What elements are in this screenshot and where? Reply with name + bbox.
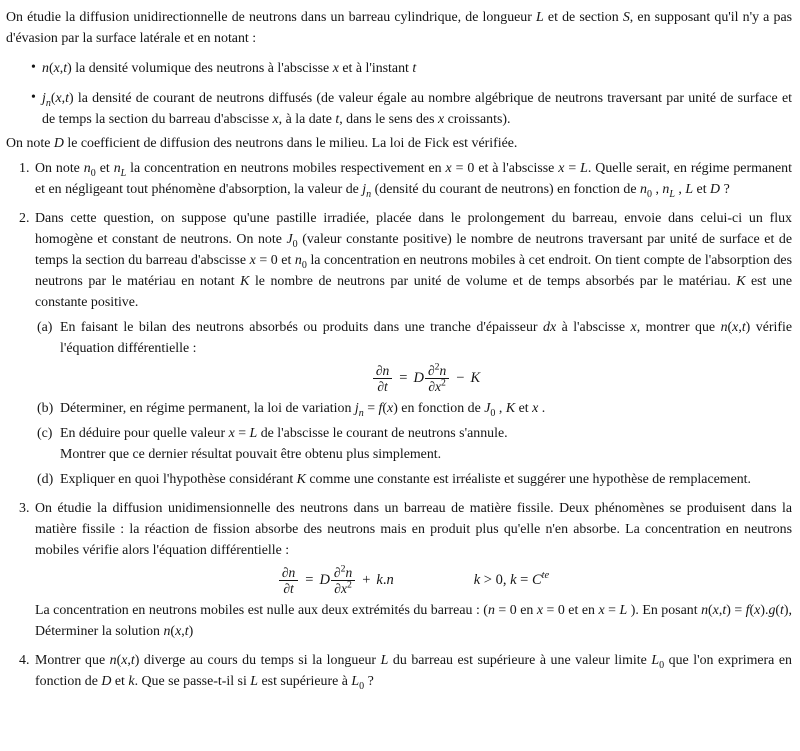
bullet-item-current-density [6, 88, 792, 130]
fick-law-paragraph: On note D le coefficient de diffusion des neutrons dans le milieu. La loi de Fick est vérifiée. [6, 136, 518, 151]
subquestion-d-text: Expliquer en quoi l'hypothèse considérant K comme une constante est irréaliste et suggérer une hypothèse de remplacement. [60, 472, 752, 487]
question-1-number: 1. [19, 161, 30, 176]
bullet-text-current-density: $j_n(x,t)$ la densité de courant de neutrons diffusés (de valeur égale au nombre algébrique de neutrons traversant par unité de surface et de temps la section du barreau d'abscisse x, à la date t, dans le sens des x croissants). [42, 91, 792, 127]
subquestion-b-label: (b) [37, 401, 54, 416]
question-4-number: 4. [19, 653, 30, 668]
question-3-body [35, 498, 792, 642]
question-2 [6, 208, 792, 490]
subquestion-c-line1: En déduire pour quelle valeur x = L de l'abscisse le courant de neutrons s'annule. [60, 426, 508, 441]
question-2-body [35, 208, 792, 490]
bullet-text-neutron-density: n(x,t) la densité volumique des neutrons à l'abscisse x et à l'instant t [42, 61, 417, 76]
question-4 [6, 650, 792, 692]
equation-math: $\frac{\partial n}{\partial t}$ = D $\frac{\partial^2n}{\partial x^2}$ + k.n [278, 565, 394, 596]
subquestion-a-text: En faisant le bilan des neutrons absorbés ou produits dans une tranche d'épaisseur dx à l'abscisse x, montrer que n(x,t) vérifie l'équation différentielle : [60, 320, 792, 356]
equation-condition: k > 0, $k = C^{te}$ [473, 570, 550, 588]
subquestion-d [35, 469, 792, 490]
question-4-text: Montrer que n(x,t) diverge au cours du temps si la longueur L du barreau est supérieure à une valeur limite $L_0$ que l'on exprimera en fonction de D et k. Que se passe-t-il si L est supérieure à $L_0$ ? [35, 653, 792, 692]
intro-paragraph: On étudie la diffusion unidirectionnelle de neutrons dans un barreau cylindrique, de longueur L et de section S, en supposant qu'il n'y a pas d'évasion par la surface latérale et en notant : [6, 10, 793, 46]
equation-diffusion-with-absorption [60, 363, 792, 394]
subquestion-b-text: Déterminer, en régime permanent, la loi de variation $j_n = f(x)$ en fonction de $J_0$ , K et x . [60, 401, 546, 419]
question-1 [6, 158, 792, 200]
question-3-number: 3. [19, 501, 30, 516]
question-3 [6, 498, 792, 642]
question-3-text: On étudie la diffusion unidimensionnelle des neutrons dans un barreau de matière fissile. Deux phénomènes se produisent dans la matière fissile : la réaction de fission absorbe des neutrons mais en produit plus qu'elle n'en absorbe. La concentration en neutrons mobiles vérifie alors l'équation différentielle : [35, 501, 792, 558]
question-2-text: Dans cette question, on suppose qu'une pastille irradiée, placée dans le prolongement du barreau, envoie dans celui-ci un flux homogène et constant de neutrons. On note $J_0$ (valeur constante positive) le nombre de neutrons traversant par unité de surface et de temps la section du barreau d'abscisse x = 0 et $n_0$ la concentration en neutrons mobiles à cet endroit. On tient compte de l'absorption des neutrons par le matériau en notant K le nombre de neutrons par unité de volume et de temps absorbés par le matériau. K est une constante positive. [35, 211, 792, 310]
subquestion-c [35, 423, 792, 465]
bullet-marker: • [31, 60, 36, 75]
subquestion-c-body [60, 423, 792, 465]
subquestion-a-label: (a) [37, 320, 53, 335]
subquestion-d-label: (d) [37, 472, 54, 487]
subquestion-a-body [60, 317, 792, 394]
question-3-boundary-text: La concentration en neutrons mobiles est nulle aux deux extrémités du barreau : (n = 0 en x = 0 et en x = L ). En posant n(x,t) = f(x).g(t), Déterminer la solution n(x,t) [35, 603, 793, 639]
bullet-item-neutron-density [6, 58, 792, 79]
subquestion-c-label: (c) [37, 426, 53, 441]
subquestion-b [35, 398, 792, 419]
equation-math: $\frac{\partial n}{\partial t}$ = D $\frac{\partial^2n}{\partial x^2}$ − K [372, 363, 480, 394]
question-1-text: On note $n_0$ et $n_L$ la concentration en neutrons mobiles respectivement en x = 0 et à l'abscisse x = L. Quelle serait, en régime permanent et en négligeant tout phénomène d'absorption, la valeur de $j_n$ (densité du courant de neutrons) en fonction de $n_0$ , $n_L$ , L et D ? [35, 161, 792, 200]
subquestion-a [35, 317, 792, 394]
subquestion-c-line2: Montrer que ce dernier résultat pouvait être obtenu plus simplement. [60, 447, 442, 462]
equation-fissile-diffusion [35, 565, 792, 596]
bullet-marker: • [31, 90, 36, 105]
question-2-number: 2. [19, 211, 30, 226]
